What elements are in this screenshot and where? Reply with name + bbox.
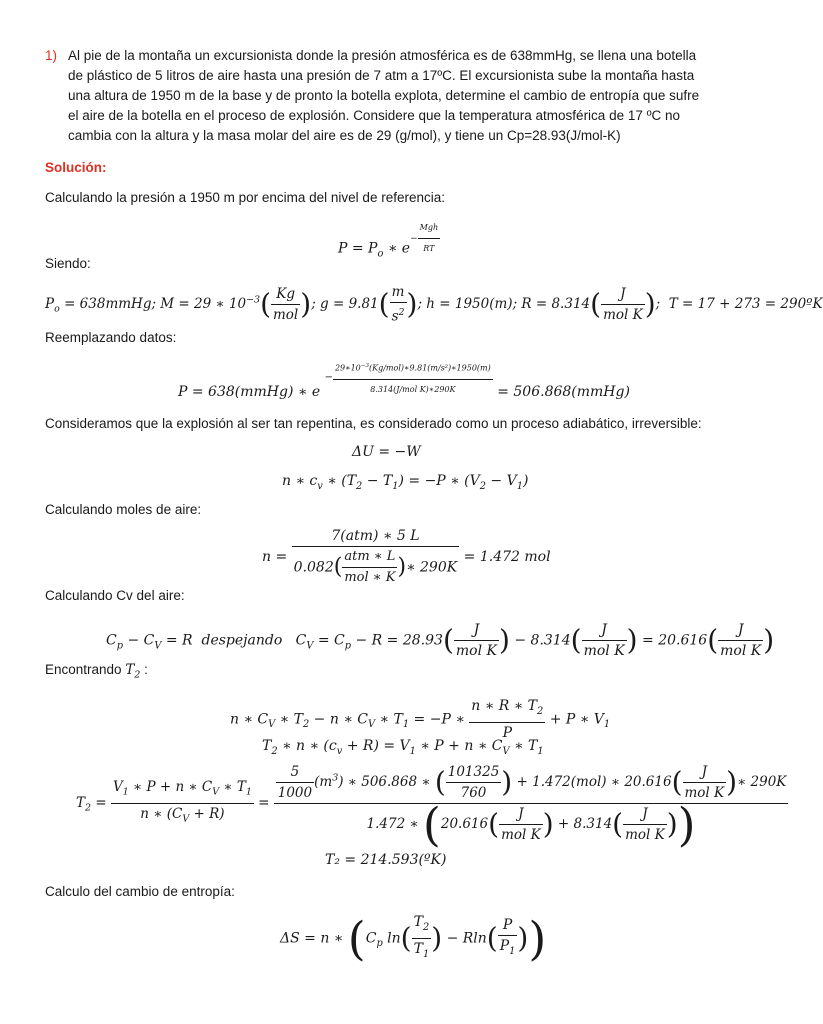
equation-pressure-numeric: P = 638(mmHg) ∗ e − $\frac{29∗10^{-3}(Kg/mol)∗9.81(m/s^2)∗1950(m)}{\text{8.314(J/mol K)∗290K}}$ = 506.868(mmHg) — [178, 356, 630, 400]
equation-moles: n = 7(atm) ∗ 5 L 0.082( $\frac{\text{atm ∗ L}}{\text{mol ∗ K}}$ )∗ 290K = 1.472 mol — [262, 528, 551, 585]
text-moles: Calculando moles de aire: — [45, 502, 202, 517]
problem-line: cambia con la altura y la masa molar del aire es de 29 (g/mol), y tiene un Cp=28.93(J/mol-K) — [68, 128, 621, 143]
text-siendo: Siendo: — [45, 256, 91, 271]
problem-line: el aire de la botella en el proceso de explosión. Considere que la temperatura atmosférica de 17 ºC no — [68, 108, 681, 123]
problem-line: Al pie de la montaña un excursionista donde la presión atmosférica es de 638mmHg, se llena una botella — [68, 48, 697, 63]
equation-delta-u: ΔU = −W — [352, 444, 421, 460]
text-reemplazando: Reemplazando datos: — [45, 330, 177, 345]
text-t2: Encontrando $T_2$ : — [45, 662, 148, 681]
equation-t2-step1: n ∗ $C_V$ ∗ $T_2 - n$ ∗ $C_V$ ∗ $T_1 = -P$ ∗ $\frac{n ∗ R ∗ T_2}{P}$ + P ∗ $V_1$ — [230, 698, 611, 741]
equation-energy-balance: n ∗ $c_v$ ∗ $(T_2 - T_1) = -P$ ∗ $(V_2 - V_1)$ — [282, 473, 529, 492]
text-adiabatic: Consideramos que la explosión al ser tan repentina, es considerado como un proceso adiabático, irreversible: — [45, 416, 702, 431]
equation-cv: $C_p - C_V = R$ despejando $C_V = C_p - R = 28.93$( $\frac{J}{\text{mol K}}$ ) − 8.314( $\frac{J}{\text{mol K}}$ ) = 20.616( $\frac{J}{\text{mol K}}$ ) — [106, 622, 775, 659]
pressure-result: = 506.868(mmHg) — [497, 384, 630, 400]
equation-t2-result: T₂ = 214.593(ºK) — [325, 852, 447, 868]
problem-line: de plástico de 5 litros de aire hasta una presión de 7 atm a 17ºC. El excursionista sube la montaña hasta — [68, 68, 695, 83]
equation-values: $P_o$ = 638mmHg; M = 29 ∗ $10^{-3}$( $\frac{Kg}{\text{mol}}$ ); g = 9.81( $\frac{m}{s^2}$ ); h = 1950(m); R = 8.314( $\frac{J}{\text{mol K}}$ ); T = 17 + 273 = 290ºK — [45, 284, 823, 325]
equation-t2-step2: $T_2$ ∗ n ∗ $(c_v + R) = V_1$ ∗ P + n ∗ $C_V$ ∗ $T_1$ — [262, 738, 544, 757]
text-t2-colon: : — [144, 662, 148, 677]
cv-result: = 20.616 — [642, 632, 708, 649]
problem-number: 1) — [45, 48, 58, 63]
solution-heading: Solución: — [45, 160, 107, 175]
problem-line: una altura de 1950 m de la base y de pronto la botella explota, determine el cambio de entropía que sufre — [68, 88, 700, 103]
text-t2-label: Encontrando — [45, 662, 126, 677]
moles-result: = 1.472 mol — [463, 549, 551, 565]
equation-t2-numeric: $T_2$ = $\frac{V_1 ∗ P + n ∗ C_V ∗ T_1}{n ∗ (C_V + R)}$ = $\frac{5}{1000}$ $(m^3)$ ∗ 506.868 ∗ ( $\frac{101325}{760}$ ) + 1.472(mol) ∗ 20.616( $\frac{J}{\text{mol K}}$ )∗ 290K 1.472 ∗ (20.616( $\frac{J}{\text{mol K}}$ ) + 8.314( $\frac{J}{\text{mol K}}$ )) — [76, 764, 787, 852]
text-entropy: Calculo del cambio de entropía: — [45, 884, 235, 899]
equation-entropy: ΔS = n ∗ ($C_p$ ln( $\frac{T_2}{T_1}$ ) − Rln( $\frac{P}{P_1}$ )) — [280, 911, 547, 966]
equation-barometric: $P = P_o$ ∗ $e^{- \frac{\text{Mgh}}{RT}}$ — [338, 224, 440, 265]
text-pressure-intro: Calculando la presión a 1950 m por encima del nivel de referencia: — [45, 190, 445, 205]
text-cv: Calculando Cv del aire: — [45, 588, 185, 603]
